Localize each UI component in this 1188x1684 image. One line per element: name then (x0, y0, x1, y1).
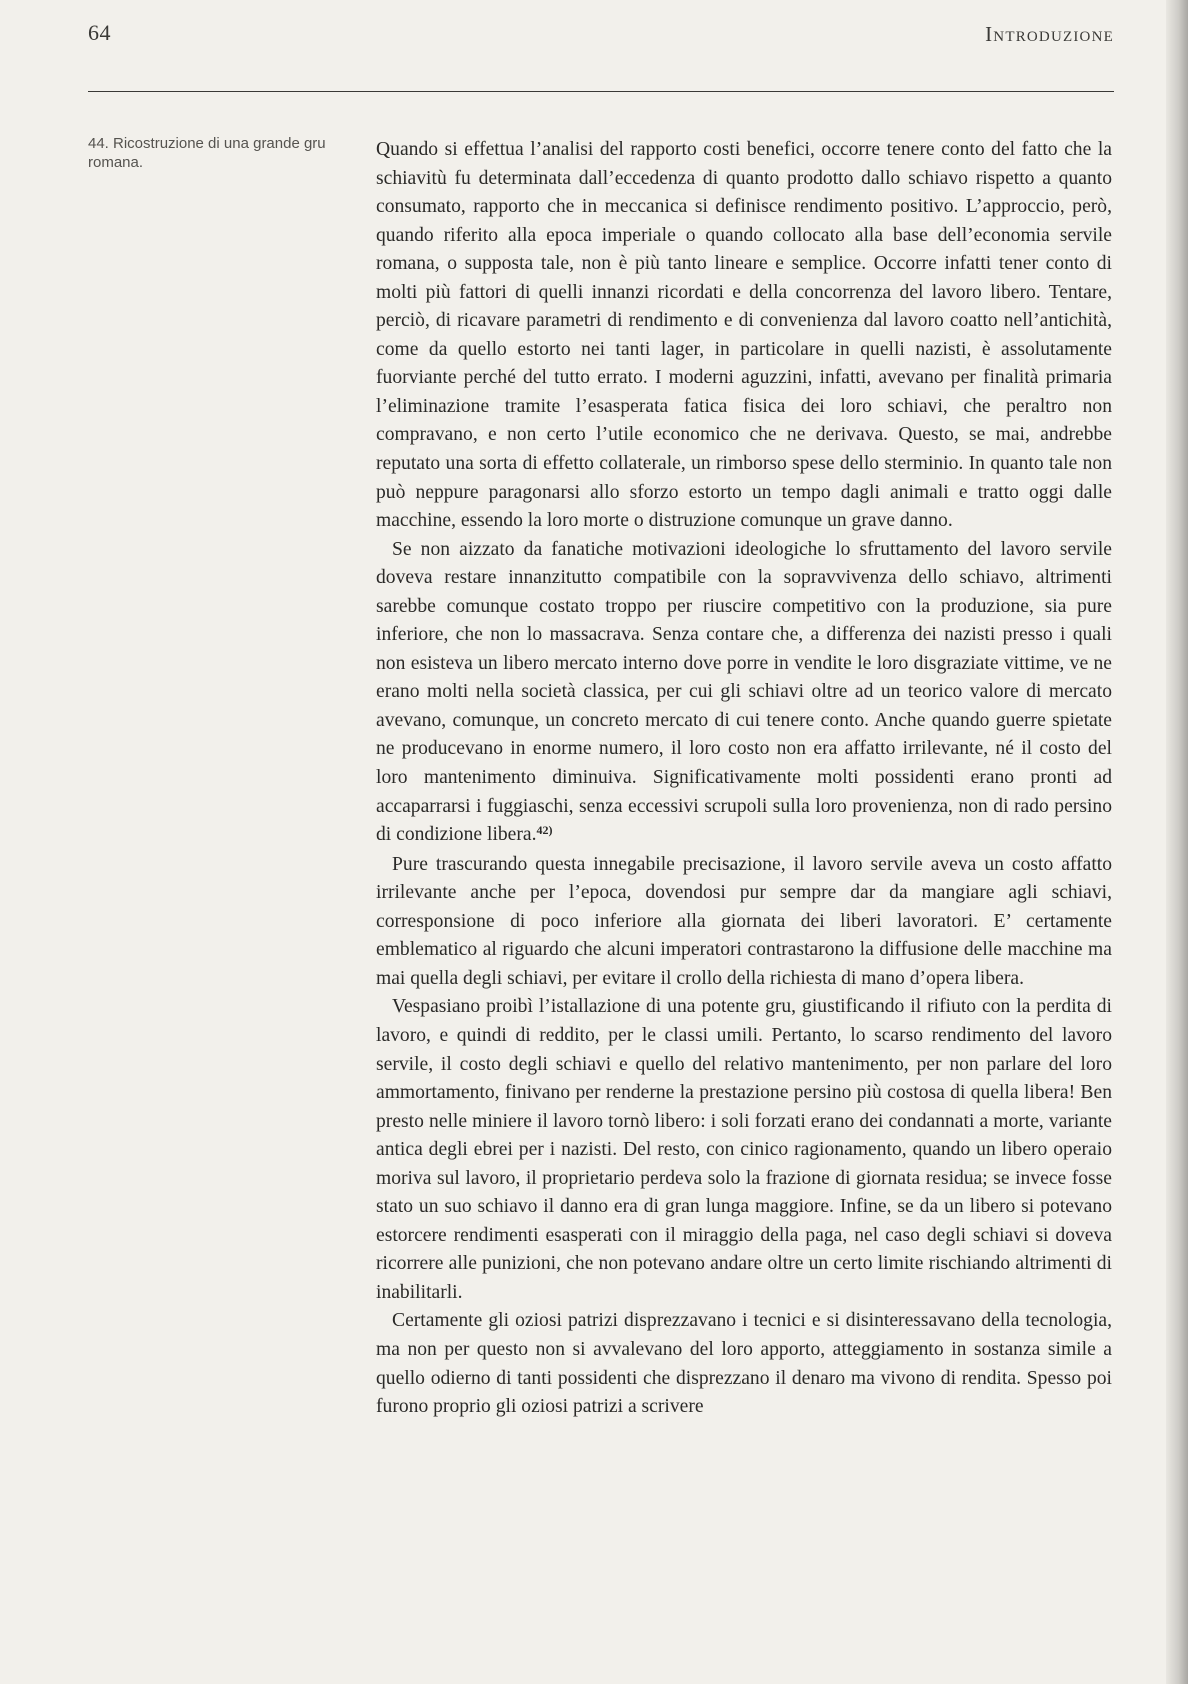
paragraph-3 (376, 851, 1112, 994)
paragraph-1 (376, 136, 1112, 536)
paragraph-1-text: Quando si effettua l’analisi del rapporto costi benefici, occorre tenere conto del fatto che la schiavitù fu determinata dall’eccedenza di quanto prodotto dallo schiavo rispetto a quanto consumato, rapporto che in meccanica si definisce rendimento positivo. L’approccio, però, quando riferito alla epoca imperiale o quando collocato alla base dell’economia servile romana, o supposta tale, non è più tanto lineare e semplice. Occorre infatti tener conto di molti più fattori di quelli innanzi ricordati e della concorrenza del lavoro libero. Tentare, perciò, di ricavare parametri di rendimento e di convenienza dal lavoro coatto nell’antichità, come da quello estorto nei tanti lager, in particolare in quelli nazisti, è assolutamente fuorviante perché del tutto errato. I moderni aguzzini, infatti, avevano per finalità primaria l’eliminazione tramite l’esasperata fatica fisica dei loro schiavi, che peraltro non compravano, e non certo l’utile economico che ne derivava. Questo, se mai, andrebbe reputato una sorta di effetto collaterale, un rimborso spese dello sterminio. In quanto tale non può neppure paragonarsi allo sforzo estorto un tempo dagli animali e tratto oggi dalle macchine, essendo la loro morte o distruzione comunque un grave danno. (376, 139, 1112, 532)
running-head: Introduzione (985, 22, 1114, 46)
paragraph-2-text: Se non aizzato da fanatiche motivazioni ideologiche lo sfruttamento del lavoro servile doveva restare innanzitutto compatibile con la sopravvivenza dello schiavo, altrimenti sarebbe comunque costato troppo per riuscire competitivo con la produzione, sia pure inferiore, che non lo massacrava. Senza contare che, a differenza dei nazisti presso i quali non esisteva un libero mercato interno dove porre in vendite le loro disgraziate vittime, ve ne erano molti nella società classica, per cui gli schiavi oltre ad un teorico valore di mercato avevano, comunque, un concreto mercato di cui tenere conto. Anche quando guerre spietate ne producevano in enorme numero, il loro costo non era affatto irrilevante, né il costo del loro mantenimento diminuiva. Significativamente molti possidenti erano pronti ad accaparrarsi i fuggiaschi, senza eccessivi scrupoli sulla loro provenienza, non di rado persino di condizione libera. (376, 538, 1112, 846)
page-number: 64 (88, 20, 111, 45)
paragraph-2 (376, 536, 1112, 851)
header-rule (88, 91, 1114, 92)
body-text (376, 136, 1112, 1422)
paragraph-3-text: Pure trascurando questa innegabile precisazione, il lavoro servile aveva un costo affatto irrilevante anche per l’epoca, dovendosi pur sempre dar da mangiare agli schiavi, corresponsione di poco inferiore alla giornata dei liberi lavoratori. E’ certamente emblematico al riguardo che alcuni imperatori contrastarono la diffusione delle macchine ma mai quella degli schiavi, per evitare il crollo della richiesta di mano d’opera libera. (376, 853, 1112, 989)
paragraph-5 (376, 1307, 1112, 1421)
paragraph-5-text: Certamente gli oziosi patrizi disprezzavano i tecnici e si disinteressavano della tecnologia, ma non per questo non si avvalevano del loro apporto, atteggiamento in sostanza simile a quello odierno di tanti possidenti che disprezzano il denaro ma vivono di rendita. Spesso poi furono proprio gli oziosi patrizi a scrivere (376, 1310, 1112, 1418)
footnote-marker: 42) (536, 823, 553, 838)
paragraph-4 (376, 993, 1112, 1307)
page-edge-shadow (1166, 0, 1188, 1684)
figure-caption: 44. Ricostruzione di una grande gru romana. (88, 135, 326, 171)
paragraph-4-text: Vespasiano proibì l’istallazione di una potente gru, giustificando il rifiuto con la perdita di lavoro, e quindi di reddito, per le classi umili. Pertanto, lo scarso rendimento del lavoro servile, il costo degli schiavi e quello del relativo mantenimento, per non parlare del loro ammortamento, finivano per renderne la prestazione persino più costosa di quella libera! Ben presto nelle miniere il lavoro tornò libero: i soli forzati erano dei condannati a morte, variante antica degli ebrei per i nazisti. Del resto, con cinico ragionamento, quando un libero operaio moriva sul lavoro, il proprietario perdeva solo la frazione di giornata residua; se invece fosse stato un suo schiavo il danno era di gran lunga maggiore. Infine, se da un libero si potevano estorcere rendimenti esasperati con il miraggio della paga, nel caso degli schiavi si doveva ricorrere alle punizioni, che non potevano andare oltre un certo limite rischiando altrimenti di inabilitarli. (376, 996, 1112, 1303)
